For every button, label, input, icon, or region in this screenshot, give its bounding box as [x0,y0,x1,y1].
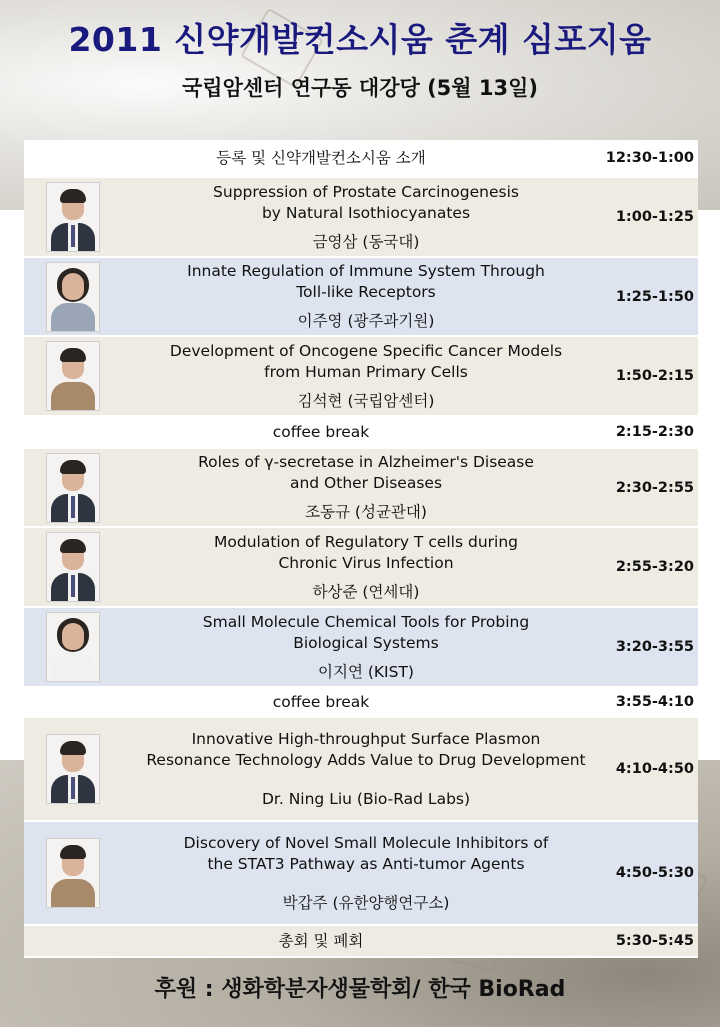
session-time: 2:15-2:30 [615,424,694,440]
session-time: 4:10-4:50 [615,761,694,777]
session-time: 5:30-5:45 [615,933,694,949]
speaker-photo [46,532,100,602]
speaker-name: 금영삼 (동국대) [312,232,420,251]
speaker-name: 하상준 (연세대) [312,582,420,601]
schedule-row-closing [24,926,698,958]
session-time: 2:55-3:20 [615,559,694,575]
session-time: 3:20-3:55 [615,639,694,655]
speaker-name: 김석현 (국립암센터) [297,391,435,410]
talk-title: Modulation of Regulatory T cells during Chronic Virus Infection [214,532,518,572]
schedule-row-talk [24,258,698,337]
schedule-row-break [24,417,698,449]
speaker-name: 이지연 (KIST) [318,662,414,681]
session-time: 1:00-1:25 [615,209,694,225]
schedule-row-registration [24,140,698,178]
session-time: 4:50-5:30 [615,865,694,881]
talk-title: Discovery of Novel Small Molecule Inhibitors of the STAT3 Pathway as Anti-tumor Agents [183,833,549,873]
schedule-row-talk [24,608,698,688]
schedule-row-talk [24,178,698,258]
speaker-photo [46,341,100,411]
talk-title: Roles of γ-secretase in Alzheimer's Disease and Other Diseases [198,453,534,492]
schedule-table [24,140,698,958]
talk-title: Innovative High-throughput Surface Plasmon Resonance Technology Adds Value to Drug Development [146,729,586,769]
session-label: 등록 및 신약개발컨소시움 소개 [216,148,426,167]
session-label: 총회 및 폐회 [278,931,364,950]
speaker-name: Dr. Ning Liu (Bio-Rad Labs) [261,789,471,808]
session-time: 3:55-4:10 [615,694,694,710]
schedule-row-talk [24,449,698,528]
speaker-photo [46,182,100,252]
speaker-name: 이주영 (광주과기원) [297,312,435,330]
schedule-row-talk [24,822,698,926]
speaker-name: 박갑주 (유한양행연구소) [282,893,450,912]
speaker-photo [46,734,100,804]
talk-title: Innate Regulation of Immune System Through Toll-like Receptors [187,262,545,301]
speaker-photo [46,453,100,523]
session-time: 12:30-1:00 [605,150,694,166]
session-time: 2:30-2:55 [615,479,694,496]
talk-title: Small Molecule Chemical Tools for Probing Biological Systems [202,612,530,652]
talk-title: Suppression of Prostate Carcinogenesis by Natural Isothiocyanates [213,182,519,222]
page-subtitle: 국립암센터 연구동 대강당 (5월 13일) [182,76,538,100]
speaker-photo [46,838,100,908]
talk-title: Development of Oncogene Specific Cancer Models from Human Primary Cells [169,341,563,381]
session-label: coffee break [272,692,370,711]
speaker-photo [46,612,100,682]
schedule-row-break [24,688,698,718]
session-time: 1:25-1:50 [615,288,694,305]
schedule-row-talk [24,718,698,822]
schedule-row-talk [24,337,698,417]
session-time: 1:50-2:15 [615,368,694,384]
speaker-name: 조동규 (성균관대) [305,503,427,521]
schedule-row-talk [24,528,698,608]
speaker-photo [46,262,100,332]
session-label: coffee break [272,422,370,441]
page-title: 2011 신약개발컨소시움 춘계 심포지움 [68,20,652,59]
sponsor-footer: 후원 : 생화학분자생물학회/ 한국 BioRad [154,977,566,1002]
